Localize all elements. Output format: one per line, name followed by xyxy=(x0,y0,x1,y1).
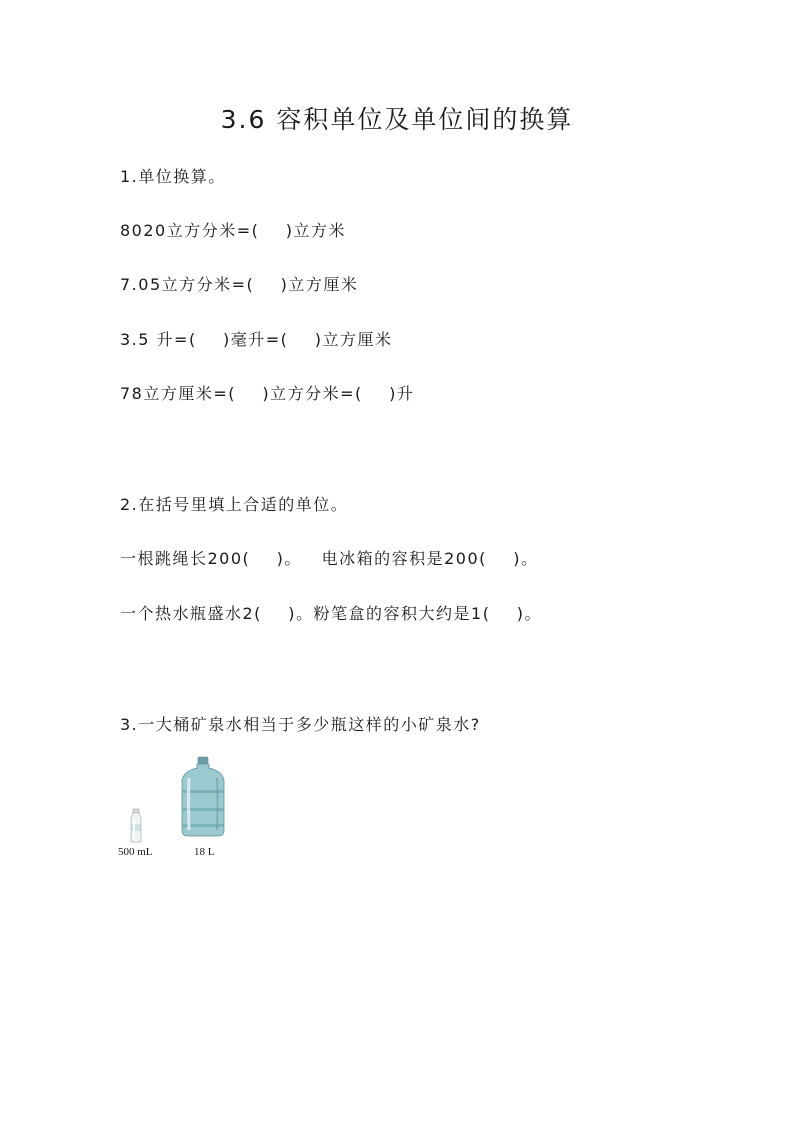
q2-heading: 2.在括号里填上合适的单位。 xyxy=(120,495,349,514)
page-title: 3.6 容积单位及单位间的换算 xyxy=(220,105,574,134)
q2-line-1: 一根跳绳长200( )。 电冰箱的容积是200( )。 xyxy=(120,549,539,568)
large-jug-label: 18 L xyxy=(194,846,215,858)
q1-line-1: 8020立方分米=( )立方米 xyxy=(120,221,346,240)
large-water-jug-image xyxy=(178,756,228,838)
q1-line-3: 3.5 升=( )毫升=( )立方厘米 xyxy=(120,330,393,349)
q1-line-4: 78立方厘米=( )立方分米=( )升 xyxy=(120,384,415,403)
small-bottle-image xyxy=(125,808,147,844)
q1-line-2: 7.05立方分米=( )立方厘米 xyxy=(120,275,359,294)
q1-heading: 1.单位换算。 xyxy=(120,167,226,186)
small-bottle-label: 500 mL xyxy=(118,846,153,858)
q3-heading: 3.一大桶矿泉水相当于多少瓶这样的小矿泉水? xyxy=(120,715,481,734)
q2-line-2: 一个热水瓶盛水2( )。粉笔盒的容积大约是1( )。 xyxy=(120,604,543,623)
